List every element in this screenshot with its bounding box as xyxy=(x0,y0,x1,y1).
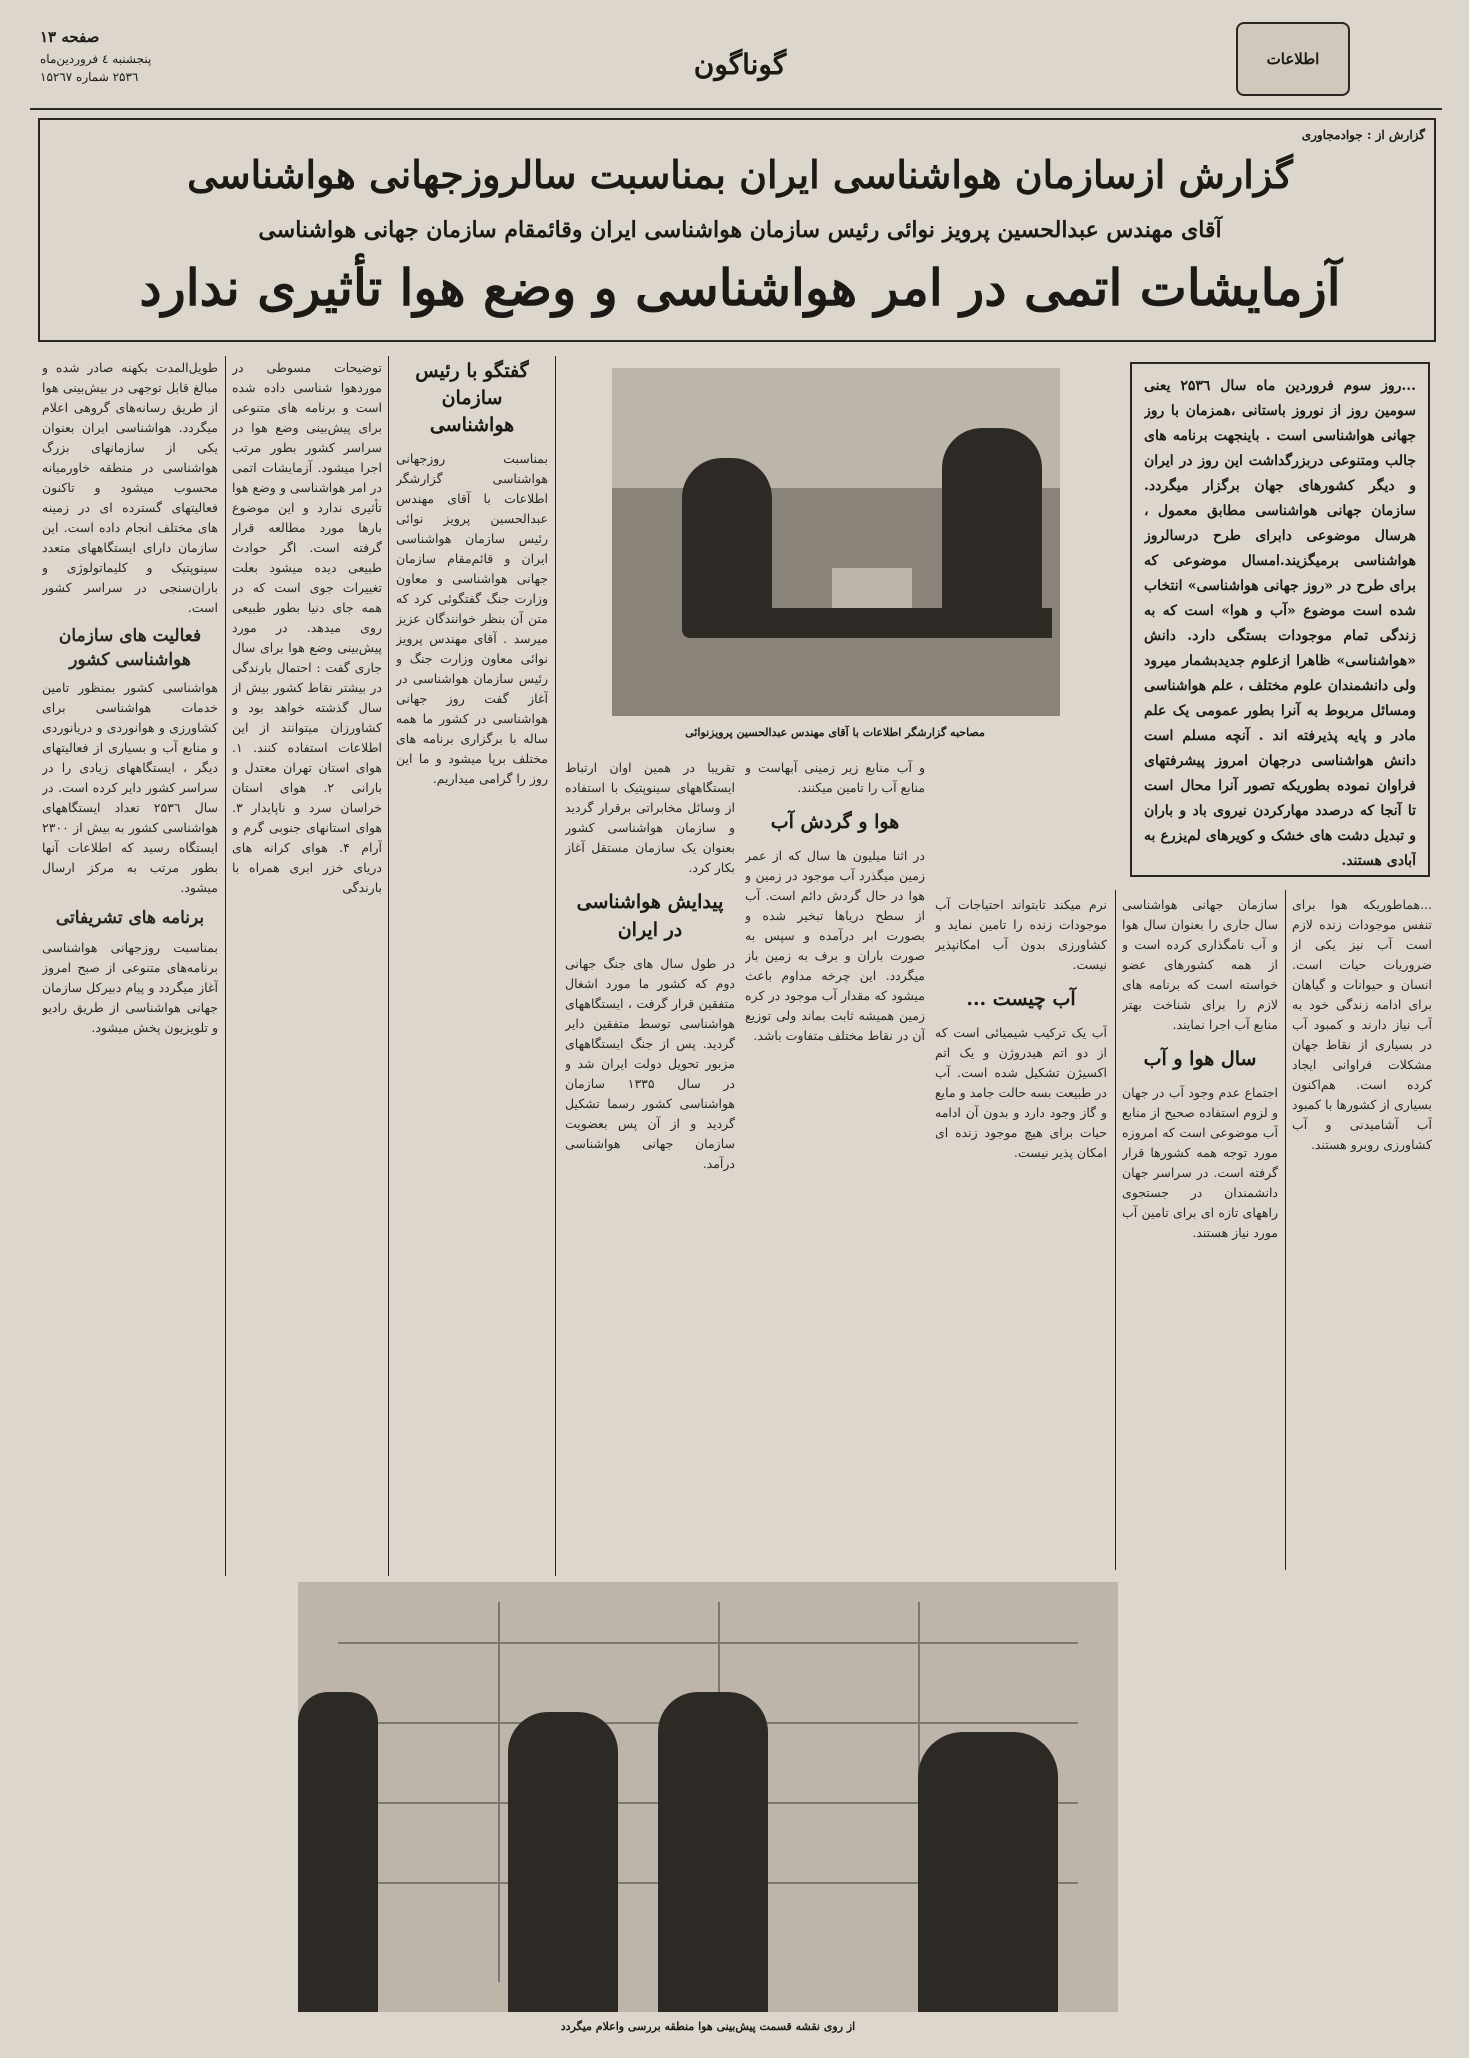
interview-photo-caption: مصاحبه گزارشگر اطلاعات با آقای مهندس عبدالحسین پرویزنوائی xyxy=(685,726,985,739)
logo-text: اطلاعات xyxy=(1266,50,1320,68)
interview-photo xyxy=(612,368,1060,716)
what-is-water-heading: آب چیست ... xyxy=(966,988,1076,1010)
lead-box xyxy=(1130,362,1430,877)
water-cycle-body: در اثنا میلیون ها سال که از عمر زمین میگذرد آب موجود در زمین و هوا در حال گردش دائم است. آب از سطح دریاها تبخیر شده و بصورت ابر درآمده و سپس به صورت باران و برف به زمین باز میگردد. این چرخه مداوم باعث میشود که مقدار آب موجود در کره زمین همیشه ثابت بماند ولی توزیع آن در نقاط مختلف متفاوت باشد. xyxy=(745,848,925,1043)
far-left-intro: طویل‌المدت بکهنه صادر شده و مبالغ قابل توجهی در بیش‌بینی هوا از طریق رسانه‌های گروهی اعلام میگردد. هواشناسی ایران بعنوان یکی از سازمانهای بزرگ هواشناسی در منطقه خاورمیانه محسوب میشود و تاکنون فعالیتهای گسترده ای در زمینه های مختلف انجام داده است. این سازمان دارای ایستگاههای متعدد سینوپتیک و کلیماتولوژی و باران‌سنجی در سراسر کشور است. xyxy=(42,360,218,615)
column-rule xyxy=(1115,890,1116,1570)
water-year-heading: سال هوا و آب xyxy=(1143,1048,1257,1070)
water-need-column: ...هماطوریکه هوا برای تنفس موجودات زنده لازم است آب نیز یکی از ضروریات حیات است. انسان و حیوانات و گیاهان برای ادامه زندگی خود به آب نیاز دارند و کمبود آب در بسیاری از نقاط جهان مشکلات فراوانی ایجاد کرده است. هم‌اکنون بسیاری از کشورها با کمبود آب آشامیدنی و آب کشاورزی روبرو هستند. xyxy=(1292,897,1432,1152)
activities-body: هواشناسی کشور بمنظور تامین خدمات هواشناسی برای کشاورزی و هوانوردی و دریانوردی و منابع آب و بسیاری از فعالیتهای دیگر ، ایستگاههای زیادی را در سراسر کشور دایر کرده است. در سال ۲۵۳٦ تعداد ایستگاههای هواشناسی کشور به بیش از ۲۳۰۰ ایستگاه رسید که اطلاعات آنها بطور مرتب به مرکز ارسال میشود. xyxy=(42,680,218,895)
column-rule xyxy=(225,356,226,1576)
newspaper-logo xyxy=(1236,22,1350,96)
date-line: پنجشنبه ٤ فروردین‌ماه xyxy=(40,52,152,66)
interview-column xyxy=(396,358,548,1573)
ceremony-heading: برنامه های تشریفاتی xyxy=(55,908,205,928)
headline-subtitle: آقای مهندس عبدالحسین پرویز نوائی رئیس سازمان هواشناسی ایران وقائمقام سازمان جهانی هواشناسی xyxy=(258,217,1222,243)
water-definition-column xyxy=(935,895,1107,1575)
history-body: در طول سال های جنگ جهانی دوم که کشور ما مورد اشغال متفقین قرار گرفت ، ایستگاههای هواشناسی توسط متفقین دایر گردید. پس از جنگ ایستگاههای مزبور تحویل دولت ایران شد و در سال ۱۳۳۵ سازمان هواشناسی کشور رسما تشکیل گردید و از آن پس بعضویت سازمان جهانی هواشناسی درآمد. xyxy=(565,956,735,1171)
lead-text: ...روز سوم فروردین ماه سال ۲۵۳٦ یعنی سومین روز از نوروز باستانی ،همزمان با روز جهانی هواشناسی است . باینجهت برنامه های جالب ومتنوعی دربزرگداشت این روز در ایران و دیگر کشورهای جهان برگزار میگردد. سازمان جهانی هواشناسی مطابق معمول ، هرسال موضوعی دابرای طرح درسالروز هواشناسی برمیگزیند.امسال موضوعی که برای طرح در «روز جهانی هواشناسی» انتخاب شده است موضوع «آب و هوا» است که به زندگی تمام موجودات بستگی دارد. دانش «هواشناسی» ظاهرا ازعلوم جدیدبشمار میرود ولی دانشمندان علوم مختلف ، علم هواشناسی ومسائل مربوط به آنرا بطور عمومی یک علم مادر و پایه پذیرفته اند . آنچه مسلم است دانش هواشناسی درجهان امروز پیشرفتهای فراوان نموده بطوریکه تصور آنرا محال است تا آنجا که درصدد مهارکردن نیروی باد و باران و تبدیل دشت های خشک و کویرهای لم‌یزرع به آبادی هستند. xyxy=(1144,378,1416,869)
top-rule xyxy=(30,108,1442,110)
water-intro: نرم میکند تابتواند احتیاجات آب موجودات زنده را تامین نماید و کشاورزی بدون آب امکانپذیر نیست. xyxy=(935,897,1107,972)
column-rule xyxy=(388,356,389,1576)
activities-heading: فعالیت های سازمان هواشناسی کشور xyxy=(58,626,202,670)
column-rule xyxy=(1285,890,1286,1570)
section-title: گوناگون xyxy=(693,48,787,81)
history-intro: تقریبا در همین اوان ارتباط ایستگاههای سینوپتیک با استفاده از وسائل مخابراتی برقرار گردید و سازمان هواشناسی کشور بعنوان یک سازمان مستقل آغاز بکار کرد. xyxy=(565,760,735,875)
main-headline: آزمایشات اتمی در امر هواشناسی و وضع هوا تأثیری ندارد xyxy=(139,258,1341,317)
issue-line: ۲۵۳٦ شماره ۱۵۲٦۷ xyxy=(40,70,139,84)
far-left-column xyxy=(42,358,218,2058)
water-cycle-intro: و آب منابع زیر زمینی آبهاست و منابع آب را تامین میکنند. xyxy=(745,760,925,795)
water-year-body: سازمان جهانی هواشناسی سال جاری را بعنوان سال هوا و آب نامگذاری کرده است و از همه کشورهای عضو خواسته است که برنامه های لازم را برای شناخت بهتر منابع آب اجرا نمایند. xyxy=(1122,897,1278,1032)
history-column xyxy=(565,758,735,1573)
global-water-body: اجتماع عدم وجود آب در جهان و لزوم استفاده صحیح از منابع آب موضوعی است که امروزه مورد توجه همه کشورها قرار گرفته است. در سراسر جهان دانشمندان در جستجوی راههای تازه ای برای تامین آب مورد نیاز هستند. xyxy=(1122,1085,1278,1240)
ceremony-body: بمناسبت روزجهانی هواشناسی برنامه‌های متنوعی از صبح امروز آغاز میگردد و پیام دبیرکل سازمان جهانی هواشناسی از طریق رادیو و تلویزیون پخش میشود. xyxy=(42,940,218,1035)
headline-title: گزارش ازسازمان هواشناسی ایران بمناسبت سالروزجهانی هواشناسی xyxy=(187,152,1293,197)
map-photo-caption: از روی نقشه قسمت پیش‌بینی هوا منطقه بررسی واعلام میگردد xyxy=(560,2020,856,2033)
water-year-column xyxy=(1122,895,1278,1575)
map-photo xyxy=(298,1582,1118,2012)
interview-body: بمناسبت روزجهانی هواشناسی گزارشگر اطلاعات با آقای مهندس عبدالحسین پرویز نوائی رئیس سازمان هواشناسی ایران و قائم‌مقام سازمان جهانی هواشناسی و معاون وزارت جنگ گفتگوئی کرد که متن آن بنظر خوانندگان عزیز میرسد . آقای مهندس پرویز نوائی معاون وزارت جنگ و رئیس سازمان هواشناسی در آغاز گفت روز جهانی هواشناسی در کشور ما همه ساله با برگزاری برنامه های مختلف برپا میشود و ما این روز را گرامی میداریم. xyxy=(396,451,548,786)
water-cycle-heading: هوا و گردش آب xyxy=(770,811,900,833)
water-cycle-column xyxy=(745,758,925,1573)
interview-heading: گفتگو با رئیس سازمان هواشناسی xyxy=(415,360,529,436)
page-number: صفحه ۱۳ xyxy=(40,28,100,46)
history-heading: پیدایش هواشناسی در ایران xyxy=(576,891,724,941)
column-rule xyxy=(555,356,556,1576)
reporter-credit: گزارش از : جوادمجاوری xyxy=(1301,128,1425,142)
water-definition-body: آب یک ترکیب شیمیائی است که از دو اتم هیدروژن و یک اتم اکسیژن تشکیل شده است. آب در طبیعت بسه حالت جامد و مایع و گاز وجود دارد و بدون آن ادامه حیات برای هیچ موجود زنده ای امکان پذیر نیست. xyxy=(935,1025,1107,1160)
forecast-column: توضیحات مسوطی در موردهوا شناسی داده شده است و برنامه های متنوعی برای پیش‌بینی وضع هوا در سراسر کشور بطور مرتب اجرا میشود. آزمایشات اتمی در امر هواشناسی و وضع هوا تأثیری ندارد و این موضوع بارها مورد مطالعه قرار گرفته است. اگر حوادث طبیعی دیده میشود بعلت تغییرات جوی است که در همه جای دنیا بطور طبیعی روی میدهد. در مورد پیش‌بینی وضع هوا برای سال جاری گفت : احتمال بارندگی در بیشتر نقاط کشور بیش از سال گذشته خواهد بود و کشاورزان میتوانند از این اطلاعات استفاده کنند. ۱. هوای استان تهران معتدل و بارانی ۲. هوای استان خراسان سرد و ناپایدار ۳. هوای استانهای جنوبی گرم و آرام ۴. هوای کرانه های دریای خزر ابری همراه با بارندگی xyxy=(232,360,382,895)
